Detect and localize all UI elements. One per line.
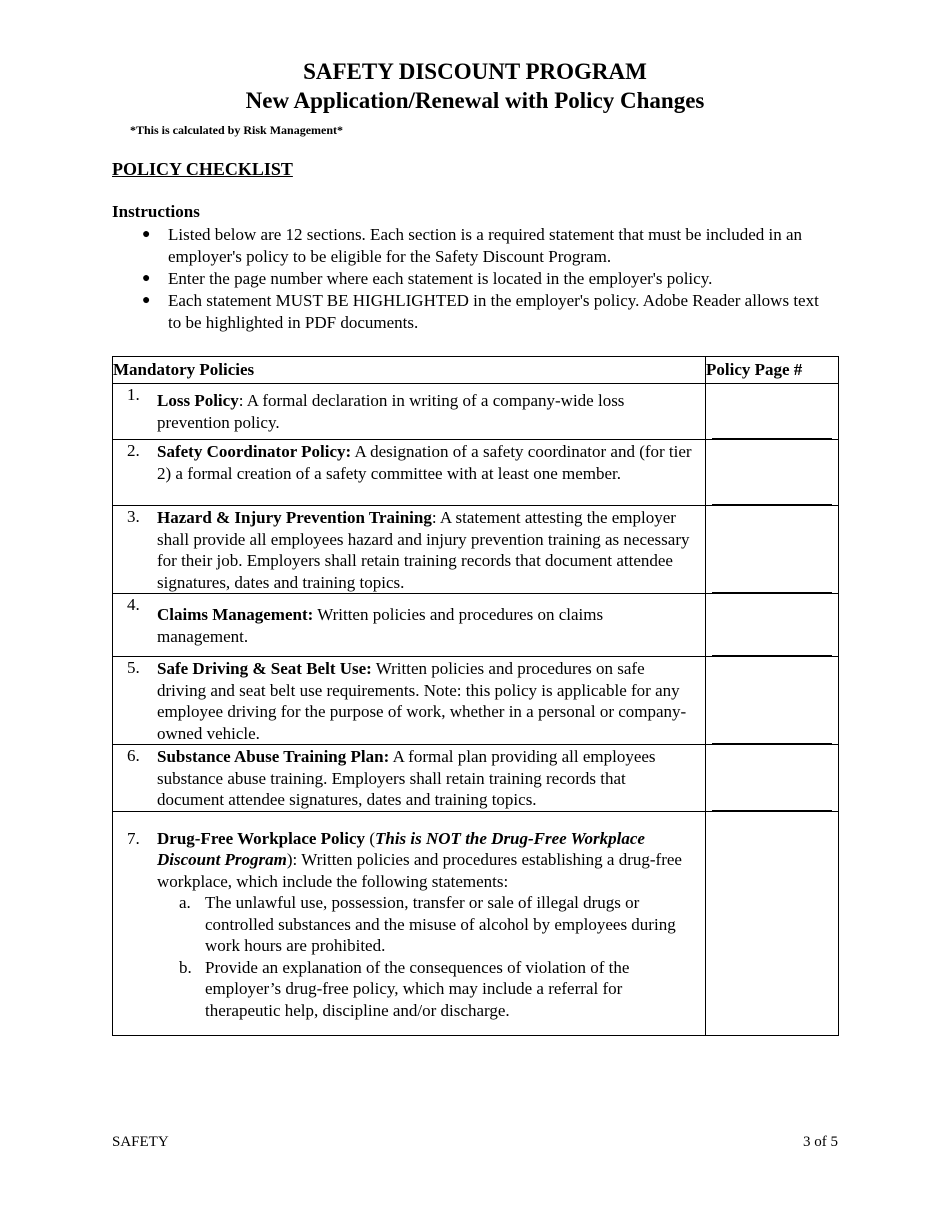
bullet-icon: ● [142,227,151,242]
instruction-item: ● Listed below are 12 sections. Each section is a required statement that must be included in an employer's policy to be eligible for the Safety Discount Program. [142,225,803,266]
item-number: 6. [127,746,140,765]
policy-title: Claims Management: [157,605,314,624]
policy-note: This is NOT the Drug-Free Workplace Discount Program [157,828,645,869]
sub-item-text: Provide an explanation of the consequences of violation of the employer’s drug-free policy, which may include a referral for therapeutic help, discipline and/or discharge. [205,957,630,1020]
policy-description: A statement attesting the employer shall provide all employees hazard and injury prevention training as necessary for their job. Employers shall retain training records that document attendee signatures, dates and training topics. [157,508,690,592]
policy-cell: 3. Hazard & Injury Prevention Training: A statement attesting the employer shall provide all employees hazard and injury prevention training as necessary for their job. Employers shall retain training records that document attendee signatures, dates and training topics. [113,506,706,594]
policy-page-field[interactable] [706,745,839,812]
policy-page-field[interactable] [706,657,839,745]
policy-page-field[interactable] [706,594,839,657]
instructions-title: Instructions [112,202,200,221]
policy-description: A designation of a safety coordinator and (for tier 2) a formal creation of a safety committee with at least one member. [157,442,692,483]
table-row [113,811,839,1035]
instructions-list [112,224,832,334]
instruction-item: ● Each statement MUST BE HIGHLIGHTED in the employer's policy. Adobe Reader allows text to be highlighted in PDF documents. [142,291,819,332]
column-header-policies: Mandatory Policies [113,357,706,384]
sub-item [157,957,697,1022]
table-row [113,657,839,745]
policy-title: Drug-Free Workplace Policy [157,828,366,848]
sub-item-letter: a. [179,893,191,912]
table-row [113,594,839,657]
policy-cell: 1. Loss Policy: A formal declaration in writing of a company-wide loss prevention policy. [113,384,706,440]
section-heading: POLICY CHECKLIST [112,159,293,179]
policy-cell [113,594,706,657]
policy-cell [113,657,706,745]
policy-title: Loss Policy [157,391,239,410]
policy-page-field[interactable] [706,440,839,506]
page-title: SAFETY DISCOUNT PROGRAM [303,59,647,84]
item-number: 1. [127,385,140,404]
policy-title: Safe Driving & Seat Belt Use: [157,659,372,678]
bullet-icon: ● [142,271,151,286]
policy-checklist-table [112,356,839,1036]
policy-description: Written policies and procedures on claims management. [157,605,604,646]
sub-item-letter: b. [179,957,192,977]
table-row [113,440,839,506]
policy-cell [113,440,706,506]
sub-item-text: The unlawful use, possession, transfer or sale of illegal drugs or controlled substances and the misuse of alcohol by employees during work hours are prohibited. [205,893,676,955]
footer-page-number: 3 of 5 [803,1134,838,1150]
risk-management-note: *This is calculated by Risk Management* [130,123,344,137]
item-number: 4. [127,595,140,614]
policy-page-field[interactable] [706,506,839,594]
policy-page-field[interactable] [706,811,839,1035]
item-number: 7. [127,828,140,848]
policy-title: Safety Coordinator Policy: [157,442,352,461]
policy-cell: 7. Drug-Free Workplace Policy (This is NOT the Drug-Free Workplace Discount Program): Written policies and procedures establishing a drug-free workplace, which include the following statements: a. The unlawful use, possession, transfer or sale of illegal drugs or controlled substances and the misuse of alcohol by employees during work hours are prohibited. b. Provide an explanation of the consequences of violation of the employer’s drug-free policy, which may include a referral for therapeutic help, discipline and/or discharge. [113,811,706,1035]
policy-page-field[interactable] [706,384,839,440]
table-header-row [113,357,839,384]
instruction-item: ● Enter the page number where each statement is located in the employer's policy. [142,269,713,288]
sub-item [157,892,697,957]
policy-description: A formal plan providing all employees substance abuse training. Employers shall retain training records that document attendee signatures, dates and training topics. [157,747,656,809]
table-row [113,506,839,594]
policy-description: Written policies and procedures on safe driving and seat belt use requirements. Note: this policy is applicable for any employee driving for the purpose of work, whether in a personal or company-owned vehicle. [157,659,687,743]
policy-description: A formal declaration in writing of a company-wide loss prevention policy. [157,391,625,432]
policy-title: Hazard & Injury Prevention Training [157,508,432,527]
column-header-page: Policy Page # [706,357,839,384]
policy-cell [113,745,706,812]
item-number: 5. [127,658,140,677]
page-subtitle: New Application/Renewal with Policy Changes [245,88,705,113]
table-row [113,745,839,812]
policy-description: Written policies and procedures establishing a drug-free workplace, which include the following statements: [157,850,682,891]
policy-title: Substance Abuse Training Plan: [157,747,390,766]
table-row [113,384,839,440]
item-number: 2. [127,441,140,460]
bullet-icon: ● [142,293,151,308]
footer-section-label: SAFETY [112,1134,169,1150]
item-number: 3. [127,507,140,526]
